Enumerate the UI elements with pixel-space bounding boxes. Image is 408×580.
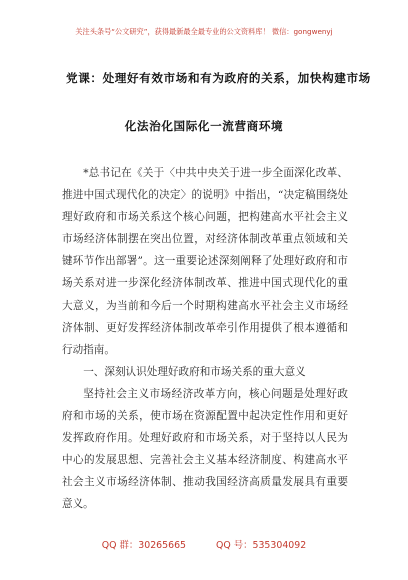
document-title-line-1: 党课：处理好有效市场和有为政府的关系，加快构建市场 xyxy=(66,71,371,85)
footer-qq-number: QQ 号：535304092 xyxy=(216,540,307,551)
header-promo-note: 关注头条号“公文研究”，获得最新最全最专业的公文资料库！ 微信：gongwenyj xyxy=(75,27,333,36)
document-body xyxy=(62,162,348,516)
footer-qq-group: QQ 群：30265665 xyxy=(101,540,187,551)
body-paragraph-1: *总书记在《关于〈中共中央关于进一步全面深化改革、推进中国式现代化的决定〉的说明》中指出，“决定稿围绕处理好政府和市场关系这个核心问题，把构建高水平社会主义市场经济体制摆在突出位置，对经济体制改革重点领域和关键环节作出部署”。这一重要论述深刻阐释了处理好政府和市场关系对进一步深化经济体制改革、推进中国式现代化的重大意义，为当前和今后一个时期构建高水平社会主义市场经济体制、更好发挥经济体制改革牵引作用提供了根本遵循和行动指南。 xyxy=(62,167,348,356)
document-title-line-2: 化法治化国际化一流营商环境 xyxy=(124,119,284,133)
body-paragraph-2: 坚持社会主义市场经济改革方向，核心问题是处理好政府和市场的关系，使市场在资源配置中起决定性作用和更好发挥政府作用。处理好政府和市场关系，对于坚持以人民为中心的发展思想、完善社会主义基本经济制度、构建高水平社会主义市场经济体制、推动我国经济高质量发展具有重要意义。 xyxy=(62,387,348,511)
footer-contact xyxy=(0,537,408,551)
section-heading-1: 一、深刻认识处理好政府和市场关系的重大意义 xyxy=(83,365,306,378)
